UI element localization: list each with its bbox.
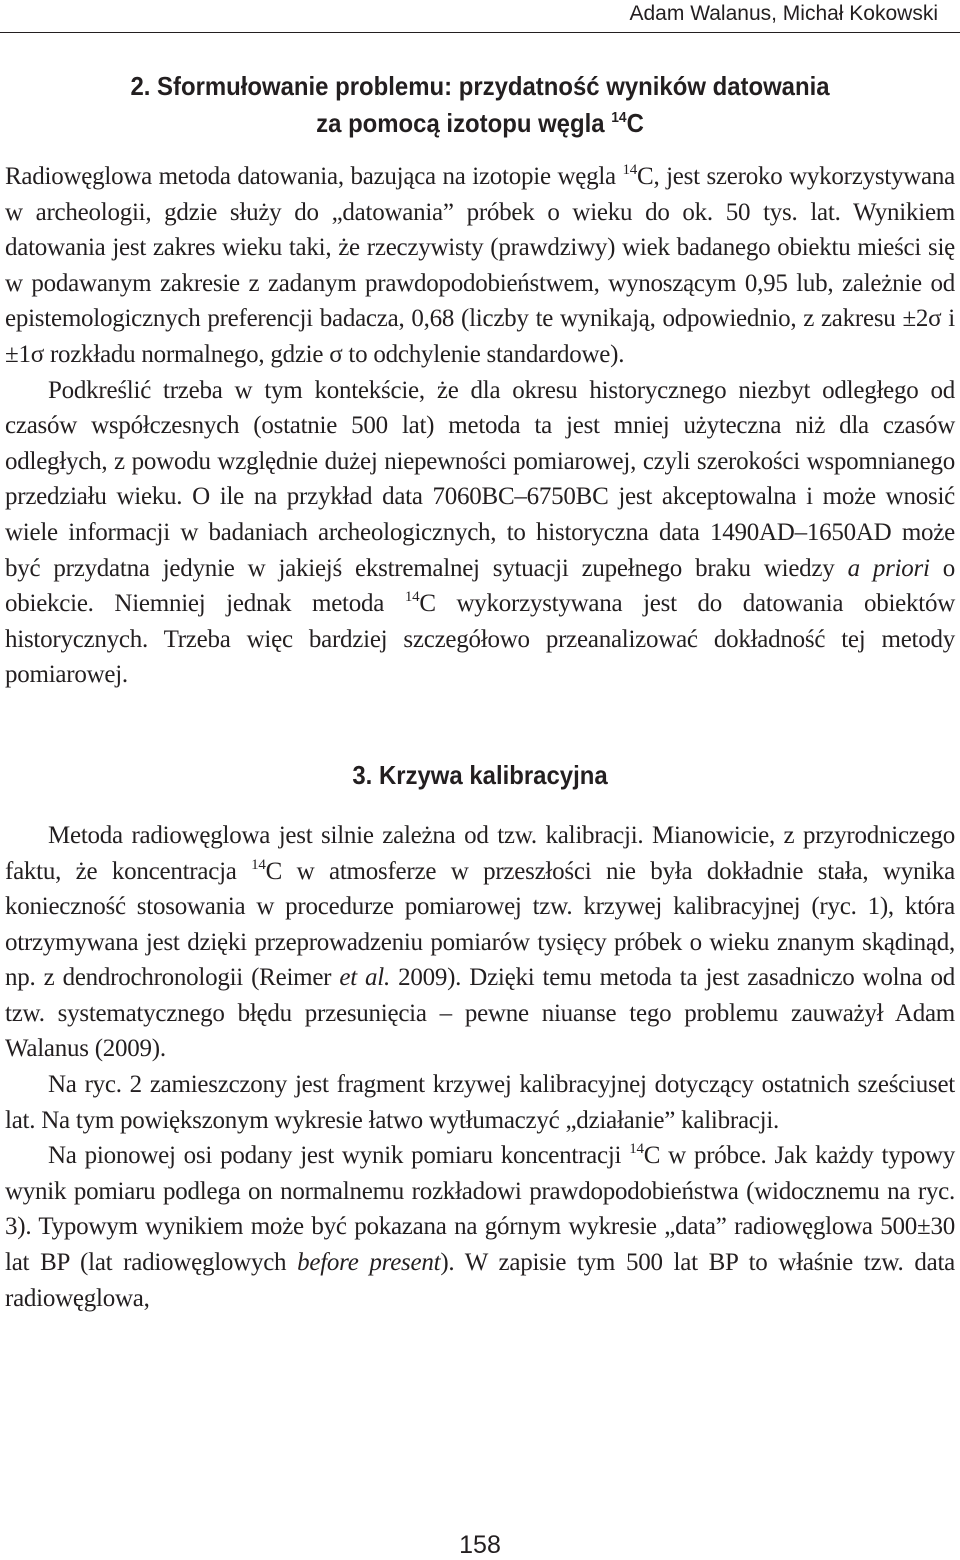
paragraph-5-text-b: C w próbce. Jak każdy typowy wynik pomiaru podlega on normalnemu rozkładowi prawdopodobieństwa (widocznemu na ryc. 3). Typowym wynikiem może być pokazana na górnym wykresie „data” radiowęglowa 500±30 lat BP (lat radiowęglowych — [5, 1142, 956, 1277]
paragraph-3-text-a: Metoda radiowęglowa jest silnie zależna od tzw. kalibracji. Mianowicie, z przyrodniczego faktu, że koncentracja — [5, 821, 955, 885]
paragraph-3-text-c: 2009). Dzięki temu metoda ta jest zasadniczo wolna od tzw. systematycznego błędu przesunięcia – pewne niuanse tego problemu zauważył Adam Walanus (2009). — [5, 964, 956, 1063]
paragraph-3-italic: et al. — [339, 964, 390, 992]
header-rule — [0, 32, 960, 33]
paragraph-2-text-b: o obiekcie. Niemniej jednak metoda — [5, 554, 956, 618]
paragraph-2-italic: a priori — [847, 554, 930, 582]
paragraph-3 — [5, 818, 955, 1067]
paragraph-1 — [5, 159, 955, 373]
paragraph-1-text-a: Radiowęglowa metoda datowania, bazująca na izotopie węgla — [5, 163, 623, 190]
paragraph-1-text-b: C, jest szeroko wykorzystywana w archeologii, gdzie służy do „datowania” próbek o wieku do ok. 50 tys. lat. Wynikiem datowania jest zakres wieku taki, że rzeczywisty (prawdziwy) wiek badanego obiektu mieści się w podawanym zakresie z zadanym prawdopodobieństwem, wynoszącym 0,95 lub, zależnie od epistemologicznych preferencji badacza, 0,68 (liczby te wynikają, odpowiednio, z zakresu ±2σ i ±1σ rozkładu normalnego, gdzie σ to odchylenie standardowe). — [5, 163, 955, 368]
running-header: Adam Walanus, Michał Kokowski — [629, 2, 938, 25]
paragraph-2 — [5, 373, 955, 693]
paragraph-5-text-a: Na pionowej osi podany jest wynik pomiaru koncentracji — [48, 1142, 630, 1170]
isotope-superscript: 14 — [404, 589, 420, 606]
page-content — [5, 68, 955, 1316]
section-2-heading — [43, 68, 917, 142]
paragraph-3-text-b: C w atmosferze w przeszłości nie była dokładnie stała, wynika konieczność stosowania w procedurze pomiarowej tzw. krzywej kalibracyjnej (ryc. 1), która otrzymywana jest dzięki przeprowadzeniu pomiarów tysięcy próbek o wieku znanym skądinąd, np. z dendrochronologii (Reimer — [5, 857, 955, 992]
section-3-heading: 3. Krzywa kalibracyjna — [352, 759, 608, 790]
page-number: 158 — [459, 1531, 501, 1559]
paragraph-2-text-a: Podkreślić trzeba w tym kontekście, że dla okresu historycznego niezbyt odległego od czasów współczesnych (ostatnie 500 lat) metoda ta jest mniej użyteczna niż dla czasów odległych, z powodu względnie dużej niepewności pomiarowej, czyli szerokości wspomnianego przedziału wieku. O ile na przykład data 7060BC–6750BC jest akceptowalna i może wnosić wiele informacji w badaniach archeologicznych, to historyczna data 1490AD–1650AD może być przydatna jedynie w jakiejś ekstremalnej sytuacji zupełnego braku wiedzy — [5, 376, 955, 582]
section-2-heading-line-2: za pomocą izotopu węgla — [316, 108, 605, 138]
isotope-superscript: 14 — [629, 1141, 644, 1158]
section-2-heading-line-1: 2. Sformułowanie problemu: przydatność wyników datowania — [130, 71, 830, 101]
paragraph-5 — [5, 1138, 955, 1316]
isotope-superscript: 14 — [611, 109, 627, 126]
paragraph-2-text-c: C wykorzystywana jest do datowania obiektów historycznych. Trzeba więc bardziej szczegółowo przeanalizować dokładność tej metody pomiarowej. — [5, 590, 955, 689]
isotope-superscript: 14 — [622, 162, 638, 178]
paragraph-5-italic: before present — [297, 1249, 441, 1277]
isotope-superscript: 14 — [251, 856, 266, 873]
section-2-heading-line-2-end: C — [626, 108, 644, 138]
paragraph-5-text-c: ). W zapisie tym 500 lat BP to właśnie tzw. data radiowęglowa, — [5, 1249, 955, 1312]
paragraph-4: Na ryc. 2 zamieszczony jest fragment krzywej kalibracyjnej dotyczący ostatnich sześciuset lat. Na tym powiększonym wykresie łatwo wytłumaczyć „działanie” kalibracji. — [5, 1071, 955, 1134]
